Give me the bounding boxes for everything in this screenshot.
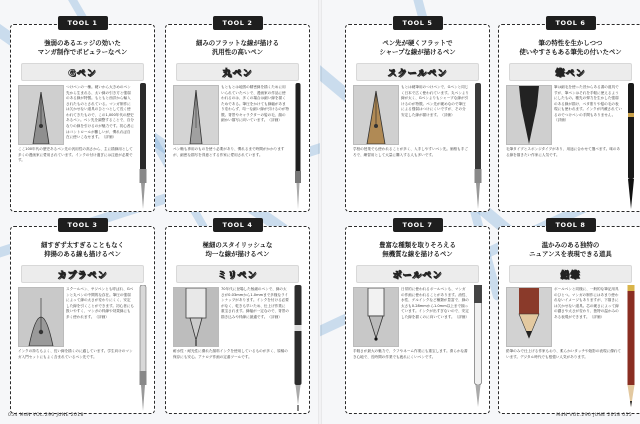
nib-photo bbox=[506, 287, 552, 347]
pen-name: 丸ペン bbox=[222, 68, 253, 79]
pen-name-band bbox=[176, 63, 299, 81]
round-nib-icon bbox=[174, 86, 218, 144]
milli-pen-tip-icon bbox=[174, 288, 218, 346]
pen-holder-photo bbox=[624, 285, 638, 411]
card-body-text: 日常的に使われるボールペンも、マンガの作画に使われることがあります。油性、水性、ゲルインクなど種類が豊富で、線の太さも0.28mmから1.0mm以上まで揃っています。インクが出すぎないので、安定した線を描くのに向いています。（評価） bbox=[401, 287, 469, 319]
card-headline: 細すぎず太すぎることもなく 抑揚のある線も描けるペン bbox=[40, 241, 125, 258]
pen-holder-photo bbox=[136, 285, 150, 411]
card-headline: 豊富な種類を取りそろえる 無機質な線を描けるペン bbox=[379, 241, 456, 258]
card-headline: 極細のスタイリッシュな 均一な線が描けるペン bbox=[202, 241, 273, 258]
tool-number-tag: TOOL 6 bbox=[545, 16, 595, 30]
card-body-text: 筆は細毛を使った昔からある書の道具ですが、筆ペンはそれを手軽に使えるようにしたもの。穂先の弾力を生かした強弱のある線が描け、ベタ塗りや髪の毛の表現にも使われます。インクが内蔵されているのでつけペンの手間もありません。（評価） bbox=[554, 85, 622, 123]
card-headline: ペン先が硬くフラットで シャープな線が描けるペン bbox=[379, 39, 456, 56]
pencil-icon bbox=[624, 285, 638, 411]
card-body-text: スクールペン、サジペンとも呼ばれ、Gペンと丸ペンの中間的な存在。筆圧の強弱によって線の太さが変わりにくく、安定した線を引くことができます。初心者にも扱いやすく、マンガの枠線や効果線にも多く使われます。（評価） bbox=[66, 287, 134, 319]
card-body-text-2: インクの持ちもよく、長い線を描くのに適しています。学生向けのマンガ入門セットにもよく含まれているペン先です。 bbox=[18, 349, 133, 359]
ballpoint-pen-icon bbox=[471, 285, 485, 411]
tool-card-6 bbox=[498, 19, 640, 212]
brush-tip-icon bbox=[507, 86, 551, 144]
card-headline: 筆の特性を生かしつつ 使いやすさもある筆先の付いたペン bbox=[519, 39, 622, 56]
pen-holder-photo bbox=[291, 285, 305, 411]
tool-card-2 bbox=[165, 19, 310, 212]
pen-name-band bbox=[21, 265, 144, 283]
card-body-text-2: 学校の授業でも使われることが多く、入手しやすいペン先。価格も手ごろで、練習用として大量に購入する人も多いです。 bbox=[353, 147, 468, 157]
card-body-text-2: ここ100年代の歴史あるペン先の汎用性の高さから、主に描線用として多くの漫画家に愛用されています。インクの付け過ぎには注意が必要です。 bbox=[18, 147, 133, 163]
pen-holder-photo bbox=[471, 83, 485, 209]
tool-card-3 bbox=[10, 221, 155, 414]
nib-photo bbox=[173, 85, 219, 145]
school-nib-icon bbox=[354, 86, 398, 144]
pencil-tip-icon bbox=[507, 288, 551, 346]
nib-photo bbox=[173, 287, 219, 347]
nib-photo bbox=[18, 85, 64, 145]
nib-photo bbox=[18, 287, 64, 347]
card-body-text: 70年代に登場した極細のペンで、線の太さが0.03mmから1.0mmまで多様なラインナップがあります。インクを付ける必要がなく、乾きも早いため、仕上げ作業に重宝されます。線幅が一定なので、背景の描き込みや枠線に最適です。（評価） bbox=[221, 287, 289, 319]
tool-card-7 bbox=[345, 221, 490, 414]
tool-number-tag: TOOL 3 bbox=[57, 218, 107, 232]
pen-name-band bbox=[176, 265, 299, 283]
card-body-text: ボールペンと同様に、一般的な筆記用具のひとつ。マンガの制作にはあまり使われないイメージもありますが、下描きには欠かせない道具。芯の硬さによって線の濃さや太さが変わり、独特の温かみのある表現ができます。（評価） bbox=[554, 287, 619, 319]
card-body-text-2: 耐水性・耐光性に優れた顔料インクを使用しているものが多く、原稿の保存にも安心。アナログ作画の定番ツールです。 bbox=[173, 349, 288, 359]
pen-name: 筆ペン bbox=[555, 68, 586, 79]
nib-photo bbox=[506, 85, 552, 145]
pen-holder-icon bbox=[291, 83, 305, 209]
pen-name-band bbox=[509, 63, 632, 81]
pen-name: ミリペン bbox=[217, 270, 258, 281]
nib-photo bbox=[353, 287, 399, 347]
pen-name: カブラペン bbox=[57, 270, 108, 281]
pen-holder-photo bbox=[471, 285, 485, 411]
tool-number-tag: TOOL 8 bbox=[545, 218, 595, 232]
pen-holder-icon bbox=[136, 83, 150, 209]
tool-card-1 bbox=[10, 19, 155, 212]
pen-name-band bbox=[356, 265, 479, 283]
tool-number-tag: TOOL 5 bbox=[392, 16, 442, 30]
pen-holder-photo bbox=[136, 83, 150, 209]
page-gutter bbox=[318, 0, 322, 424]
tool-number-tag: TOOL 4 bbox=[212, 218, 262, 232]
pen-name-band bbox=[356, 63, 479, 81]
page-footer-left: 054 MdN VOL.290 JUNE 2018 bbox=[8, 413, 84, 418]
card-headline: 細みのフラットな線が描ける 汎用性の高いペン bbox=[196, 39, 279, 56]
brush-pen-icon bbox=[624, 83, 638, 209]
pen-name: ボールペン bbox=[392, 270, 443, 281]
tool-card-8 bbox=[498, 221, 640, 414]
card-body-text-2: 手軽さが最大の魅力で、ラフやネーム作業にも重宝します。滑らかな書き心地で、長時間の作業でも疲れにくいペンです。 bbox=[353, 349, 468, 359]
card-headline: 強弱のあるエッジの効いた マンガ制作でポピュラーなペン bbox=[37, 39, 128, 56]
ballpoint-tip-icon bbox=[354, 288, 398, 346]
pen-name: スクールペン bbox=[387, 68, 448, 79]
card-body-text-2: 鉛筆のみで仕上げる作家もおり、柔らかいタッチや陰影の表現に優れています。デジタル時代でも根強い人気があります。 bbox=[506, 349, 621, 359]
card-body-text: もともとは地図の精密線を描くために用いられていたペンで、漫画家の作品に使われるのは、多くの場合は細い線を描くためである。筆圧をかけても線幅があまり変わらず、均一な細い線が引けるのが特徴。背景やキャラクターの髪の毛、顔の細かい描写に向いています。（評価） bbox=[221, 85, 289, 123]
page-footer-right: MdN VOL.290 JUNE 2018 055 bbox=[556, 413, 632, 418]
milli-pen-icon bbox=[291, 285, 305, 411]
tool-number-tag: TOOL 2 bbox=[212, 16, 262, 30]
pen-name-band bbox=[21, 63, 144, 81]
pen-holder-photo bbox=[624, 83, 638, 209]
card-headline: 温かみのある独特の ニュアンスを表現できる道具 bbox=[529, 241, 612, 258]
card-body-text: もとは硬筆用のつけペンで、Gペンと同じく日本で広く使われています。丸ペンより線が太く、Gペンよりもシャープな線が引けるのが特徴。ペン先が硬めなので筆圧による強弱はつけにくいですが、その分安定した線が描けます。（評価） bbox=[401, 85, 469, 117]
pen-name: Gペン bbox=[68, 68, 97, 79]
kabura-nib-icon bbox=[19, 288, 63, 346]
pen-holder-icon bbox=[136, 285, 150, 411]
card-body-text: つけペンの一種。硬いから大きめのペン先から生まれる、太い線の引き方と強弱のある線が特徴。もともと西洋から輸入されたものとされている。マンガ制作には欠かせない道具のひとつとして長く使われてきたもので、この1,000年代の歴史あるペン。ペン先を調整することで、自分なりの線を引けるのが魅力です。初心者にはコントロールが難しいが、慣れれば自在に使いこなせます。（評価） bbox=[66, 85, 134, 140]
card-body-text-2: ペン軸も専用のものを使う必要があり、慣れるまで時間がかかりますが、細密な描写を得意とする作家に愛用されています。 bbox=[173, 147, 285, 157]
pen-holder-icon bbox=[471, 83, 485, 209]
pen-holder-photo bbox=[291, 83, 305, 209]
nib-photo bbox=[353, 85, 399, 145]
g-nib-icon bbox=[19, 86, 63, 144]
tool-card-5 bbox=[345, 19, 490, 212]
card-body-text-2: 毛筆タイプとスポンジタイプがあり、用途に合わせて選べます。味のある線を描きたい作家に人気です。 bbox=[506, 147, 621, 157]
pen-name-band bbox=[509, 265, 632, 283]
tool-number-tag: TOOL 1 bbox=[57, 16, 107, 30]
pen-name: 鉛筆 bbox=[560, 270, 581, 281]
tool-number-tag: TOOL 7 bbox=[392, 218, 442, 232]
tool-card-4 bbox=[165, 221, 310, 414]
